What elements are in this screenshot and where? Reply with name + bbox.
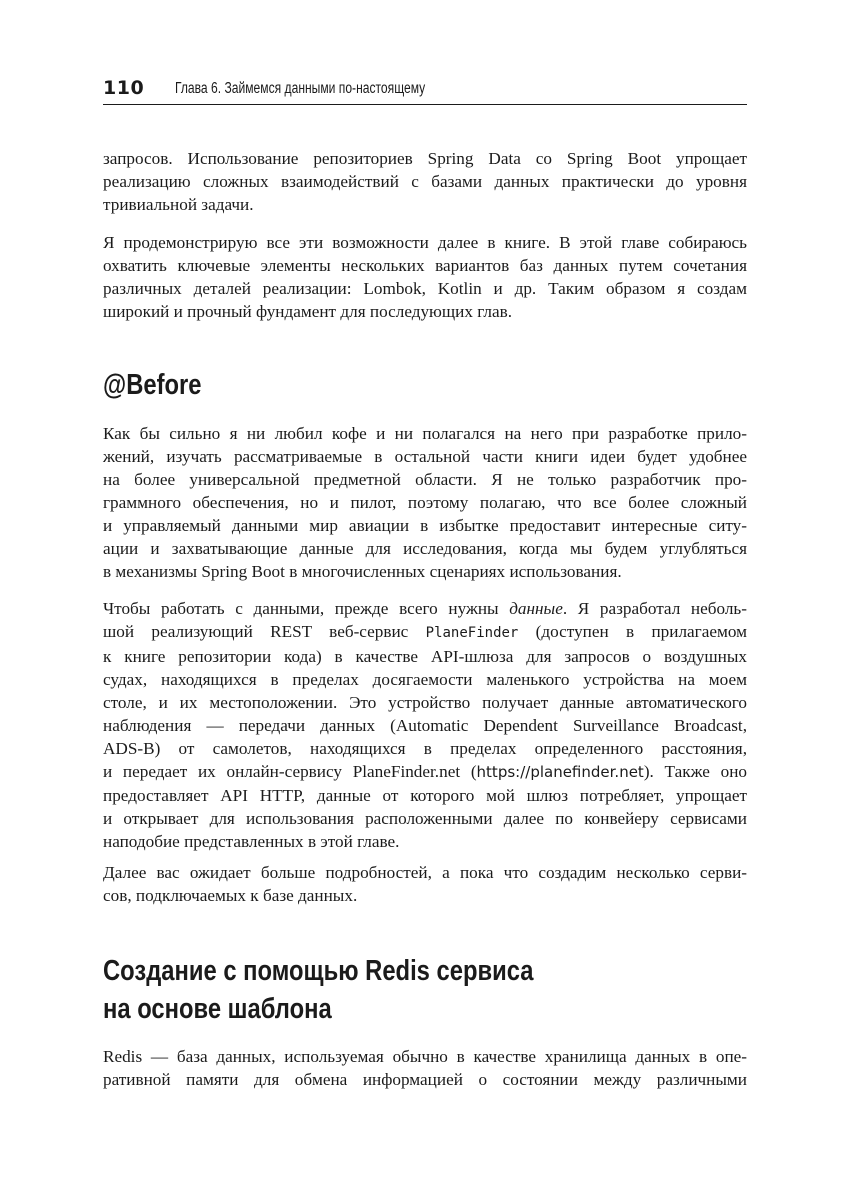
text-line (103, 620, 747, 645)
intro-paragraph-2 (103, 231, 747, 323)
text-fragment: ). Также оно (643, 762, 747, 781)
text-fragment: Чтобы работать с данными, прежде всего нужны (103, 599, 510, 618)
text-line: столе, и их местоположении. Это устройство получает данные автоматического (103, 693, 747, 712)
text-line: широкий и прочный фундамент для последующих глав. (103, 302, 513, 321)
text-line: наподобие представленных в этой главе. (103, 832, 400, 851)
text-line: Redis — база данных, используемая обычно в качестве хранилища данных в опе- (103, 1047, 747, 1066)
text-line: сов, подключаемых к базе данных. (103, 886, 358, 905)
running-head: Глава 6. Займемся данными по-настоящему (175, 80, 426, 97)
text-line: к книге репозитории кода) в качестве API-шлюза для запросов о воздушных (103, 647, 747, 666)
text-line: предоставляет API HTTP, данные от которого мой шлюз потребляет, упрощает (103, 786, 747, 805)
text-line: охватить ключевые элементы нескольких вариантов баз данных путем сочетания (103, 256, 747, 275)
emphasis-text: данные (509, 599, 563, 618)
before-paragraph-2 (103, 597, 747, 853)
text-line: на более универсальной предметной области. Я не только разработчик про- (103, 470, 747, 489)
text-line: граммного обеспечения, но и пилот, поэтому полагаю, что все более сложный (103, 493, 747, 512)
text-line: и управляемый данными мир авиации в избытке предоставит интересные ситу- (103, 516, 747, 535)
text-fragment: шой реализующий REST веб-сервис (103, 622, 426, 641)
text-line: запросов. Использование репозиториев Spring Data со Spring Boot упрощает (103, 149, 747, 168)
text-line: Далее вас ожидает больше подробностей, а пока что создадим несколько серви- (103, 863, 747, 882)
text-line: наблюдения — передачи данных (Automatic Dependent Surveillance Broadcast, (103, 716, 747, 735)
page-header (103, 76, 747, 105)
heading-line: на основе шаблона (103, 993, 332, 1025)
text-line: ADS-B) от самолетов, находящихся в пределах определенного расстояния, (103, 739, 747, 758)
section-heading-redis (103, 952, 533, 1028)
text-line: ации и захватывающие данные для исследования, когда мы будем углубляться (103, 539, 747, 558)
before-paragraph-1 (103, 422, 747, 583)
text-line: жений, изучать рассматриваемые в остальной части книги идеи будет удобнее (103, 447, 747, 466)
code-identifier: PlaneFinder (425, 625, 519, 641)
before-paragraph-3 (103, 861, 747, 907)
intro-paragraph-1 (103, 147, 747, 216)
text-line: Я продемонстрирую все эти возможности далее в книге. В этой главе собираюсь (103, 233, 747, 252)
page-number: 110 (103, 77, 145, 99)
section-heading-before: @Before (103, 369, 202, 401)
text-line (103, 597, 747, 620)
text-line: и открывает для использования расположенными далее по конвейеру сервисами (103, 809, 747, 828)
text-line: тривиальной задачи. (103, 195, 254, 214)
redis-paragraph-1 (103, 1045, 747, 1091)
text-line: судах, находящихся в пределах досягаемости маленького устройства на моем (103, 670, 747, 689)
heading-line: Создание с помощью Redis сервиса (103, 955, 534, 987)
text-fragment: и передает их онлайн-сервису PlaneFinder.net ( (103, 762, 477, 781)
planefinder-link[interactable]: https://planefinder.net (476, 763, 644, 781)
text-line: реализацию сложных взаимодействий с базами данных практически до уровня (103, 172, 747, 191)
text-line: Как бы сильно я ни любил кофе и ни полагался на него при разработке прило- (103, 424, 747, 443)
text-line: различных деталей реализации: Lombok, Kotlin и др. Таким образом я создам (103, 279, 747, 298)
text-line: в механизмы Spring Boot в многочисленных сценариях использования. (103, 562, 622, 581)
text-fragment: . Я разработал неболь- (562, 599, 747, 618)
text-line (103, 760, 747, 784)
text-line: ративной памяти для обмена информацией о состоянии между различными (103, 1070, 747, 1089)
text-fragment: (доступен в прилагаемом (518, 622, 747, 641)
